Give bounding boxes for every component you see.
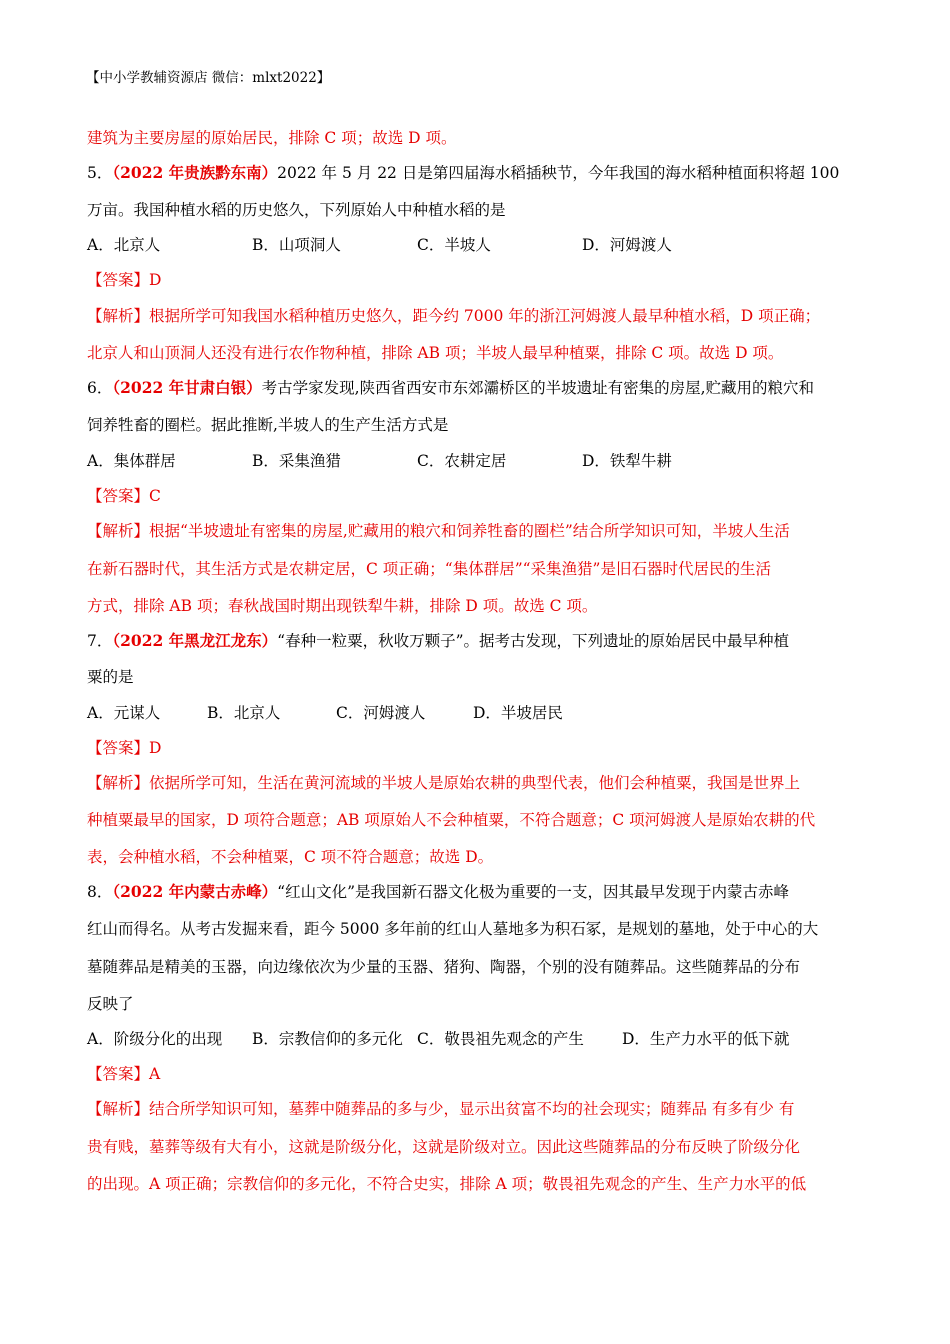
q8-stem-line-2: 红山而得名。从考古发掘来看，距今 5000 多年前的红山人墓地多为积石冢，是规划的墓地，处于中心的大: [87, 920, 819, 938]
q8-stem-1: “红山文化”是我国新石器文化极为重要的一支，因其最早发现于内蒙古赤峰: [277, 883, 790, 901]
q6-analysis-line-3: 方式，排除 AB 项；春秋战国时期出现铁犁牛耕，排除 D 项。故选 C 项。: [87, 597, 598, 615]
q8-stem-line-1: [87, 882, 789, 902]
q7-stem-line-1: [87, 631, 789, 651]
q8-option-c: C．敬畏祖先观念的产生: [417, 1030, 584, 1048]
q5-analysis-line-1: 【解析】根据所学可知我国水稻种植历史悠久，距今约 7000 年的浙江河姆渡人最早种植水稻，D 项正确；: [87, 307, 821, 325]
q7-option-c: C．河姆渡人: [336, 704, 426, 722]
q5-stem-line-2: 万亩。我国种植水稻的历史悠久，下列原始人中种植水稻的是: [87, 201, 506, 219]
q6-source: （2022 年甘肃白银）: [112, 378, 262, 397]
q7-analysis-line-1: 【解析】依据所学可知，生活在黄河流域的半坡人是原始农耕的典型代表，他们会种植粟，我国是世界上: [87, 774, 801, 792]
q5-option-b: B．山项洞人: [252, 236, 341, 254]
q5-option-c: C．半坡人: [417, 236, 491, 254]
q8-analysis-line-3: 的出现。A 项正确；宗教信仰的多元化，不符合史实，排除 A 项；敬畏祖先观念的产生、生产力水平的低: [87, 1175, 807, 1193]
q6-option-a: A．集体群居: [87, 452, 176, 470]
q7-stem-1: “春种一粒粟，秋收万颗子”。据考古发现，下列遗址的原始居民中最早种植: [277, 632, 790, 650]
q8-number: 8．: [87, 883, 113, 901]
q7-option-a: A．元谋人: [87, 704, 161, 722]
q7-option-b: B．北京人: [207, 704, 281, 722]
q5-number: 5．: [87, 164, 113, 182]
q5-stem-1: 2022 年 5 月 22 日是第四届海水稻插秧节，今年我国的海水稻种植面积将超 100: [277, 164, 840, 182]
q7-answer: 【答案】D: [87, 739, 162, 757]
q7-stem-line-2: 粟的是: [87, 668, 134, 686]
q6-option-d: D．铁犁牛耕: [582, 452, 672, 470]
q7-analysis-line-2: 种植粟最早的国家，D 项符合题意；AB 项原始人不会种植粟，不符合题意；C 项河姆渡人是原始农耕的代: [87, 811, 816, 829]
q6-stem-line-2: 饲养牲畜的圈栏。据此推断,半坡人的生产生活方式是: [87, 416, 449, 434]
q8-stem-line-3: 墓随葬品是精美的玉器，向边缘依次为少量的玉器、猪狗、陶器，个别的没有随葬品。这些随葬品的分布: [87, 958, 801, 976]
q5-stem-line-1: [87, 163, 839, 183]
q5-option-a: A．北京人: [87, 236, 161, 254]
q5-answer: 【答案】D: [87, 271, 162, 289]
q7-analysis-line-3: 表，会种植水稻，不会种植粟，C 项不符合题意；故选 D。: [87, 848, 494, 866]
q8-option-a: A．阶级分化的出现: [87, 1030, 223, 1048]
q8-answer: 【答案】A: [87, 1065, 161, 1083]
q6-number: 6．: [87, 379, 113, 397]
q6-option-c: C．农耕定居: [417, 452, 507, 470]
page-header: 【中小学教辅资源店 微信：mlxt2022】: [86, 70, 331, 86]
q6-answer: 【答案】C: [87, 487, 161, 505]
q6-option-b: B．采集渔猎: [252, 452, 341, 470]
previous-analysis-tail: 建筑为主要房屋的原始居民，排除 C 项；故选 D 项。: [87, 129, 457, 147]
q8-analysis-line-1: 【解析】结合所学知识可知，墓葬中随葬品的多与少，显示出贫富不均的社会现实；随葬品 有多有少 有: [87, 1100, 795, 1118]
q6-stem-line-1: [87, 378, 814, 398]
q8-option-d: D．生产力水平的低下就: [622, 1030, 790, 1048]
q8-analysis-line-2: 贵有贱，墓葬等级有大有小，这就是阶级分化，这就是阶级对立。因此这些随葬品的分布反映了阶级分化: [87, 1138, 801, 1156]
q7-option-d: D．半坡居民: [473, 704, 563, 722]
q6-analysis-line-2: 在新石器时代，其生活方式是农耕定居，C 项正确；“集体群居”“采集渔猎”是旧石器时代居民的生活: [87, 560, 771, 578]
q5-source: （2022 年贵族黔东南）: [112, 163, 278, 182]
q8-option-b: B．宗教信仰的多元化: [252, 1030, 403, 1048]
q8-source: （2022 年内蒙古赤峰）: [112, 882, 278, 901]
q5-option-d: D．河姆渡人: [582, 236, 672, 254]
q7-number: 7．: [87, 632, 113, 650]
q5-analysis-line-2: 北京人和山顶洞人还没有进行农作物种植，排除 AB 项；半坡人最早种植粟，排除 C 项。故选 D 项。: [87, 344, 784, 362]
q6-analysis-line-1: 【解析】根据“半坡遗址有密集的房屋,贮藏用的粮穴和饲养牲畜的圈栏”结合所学知识可知，半坡人生活: [87, 522, 790, 540]
q6-stem-1: 考古学家发现,陕西省西安市东郊灞桥区的半坡遗址有密集的房屋,贮藏用的粮穴和: [261, 379, 815, 397]
q8-stem-line-4: 反映了: [87, 995, 134, 1013]
q7-source: （2022 年黑龙江龙东）: [112, 631, 278, 650]
